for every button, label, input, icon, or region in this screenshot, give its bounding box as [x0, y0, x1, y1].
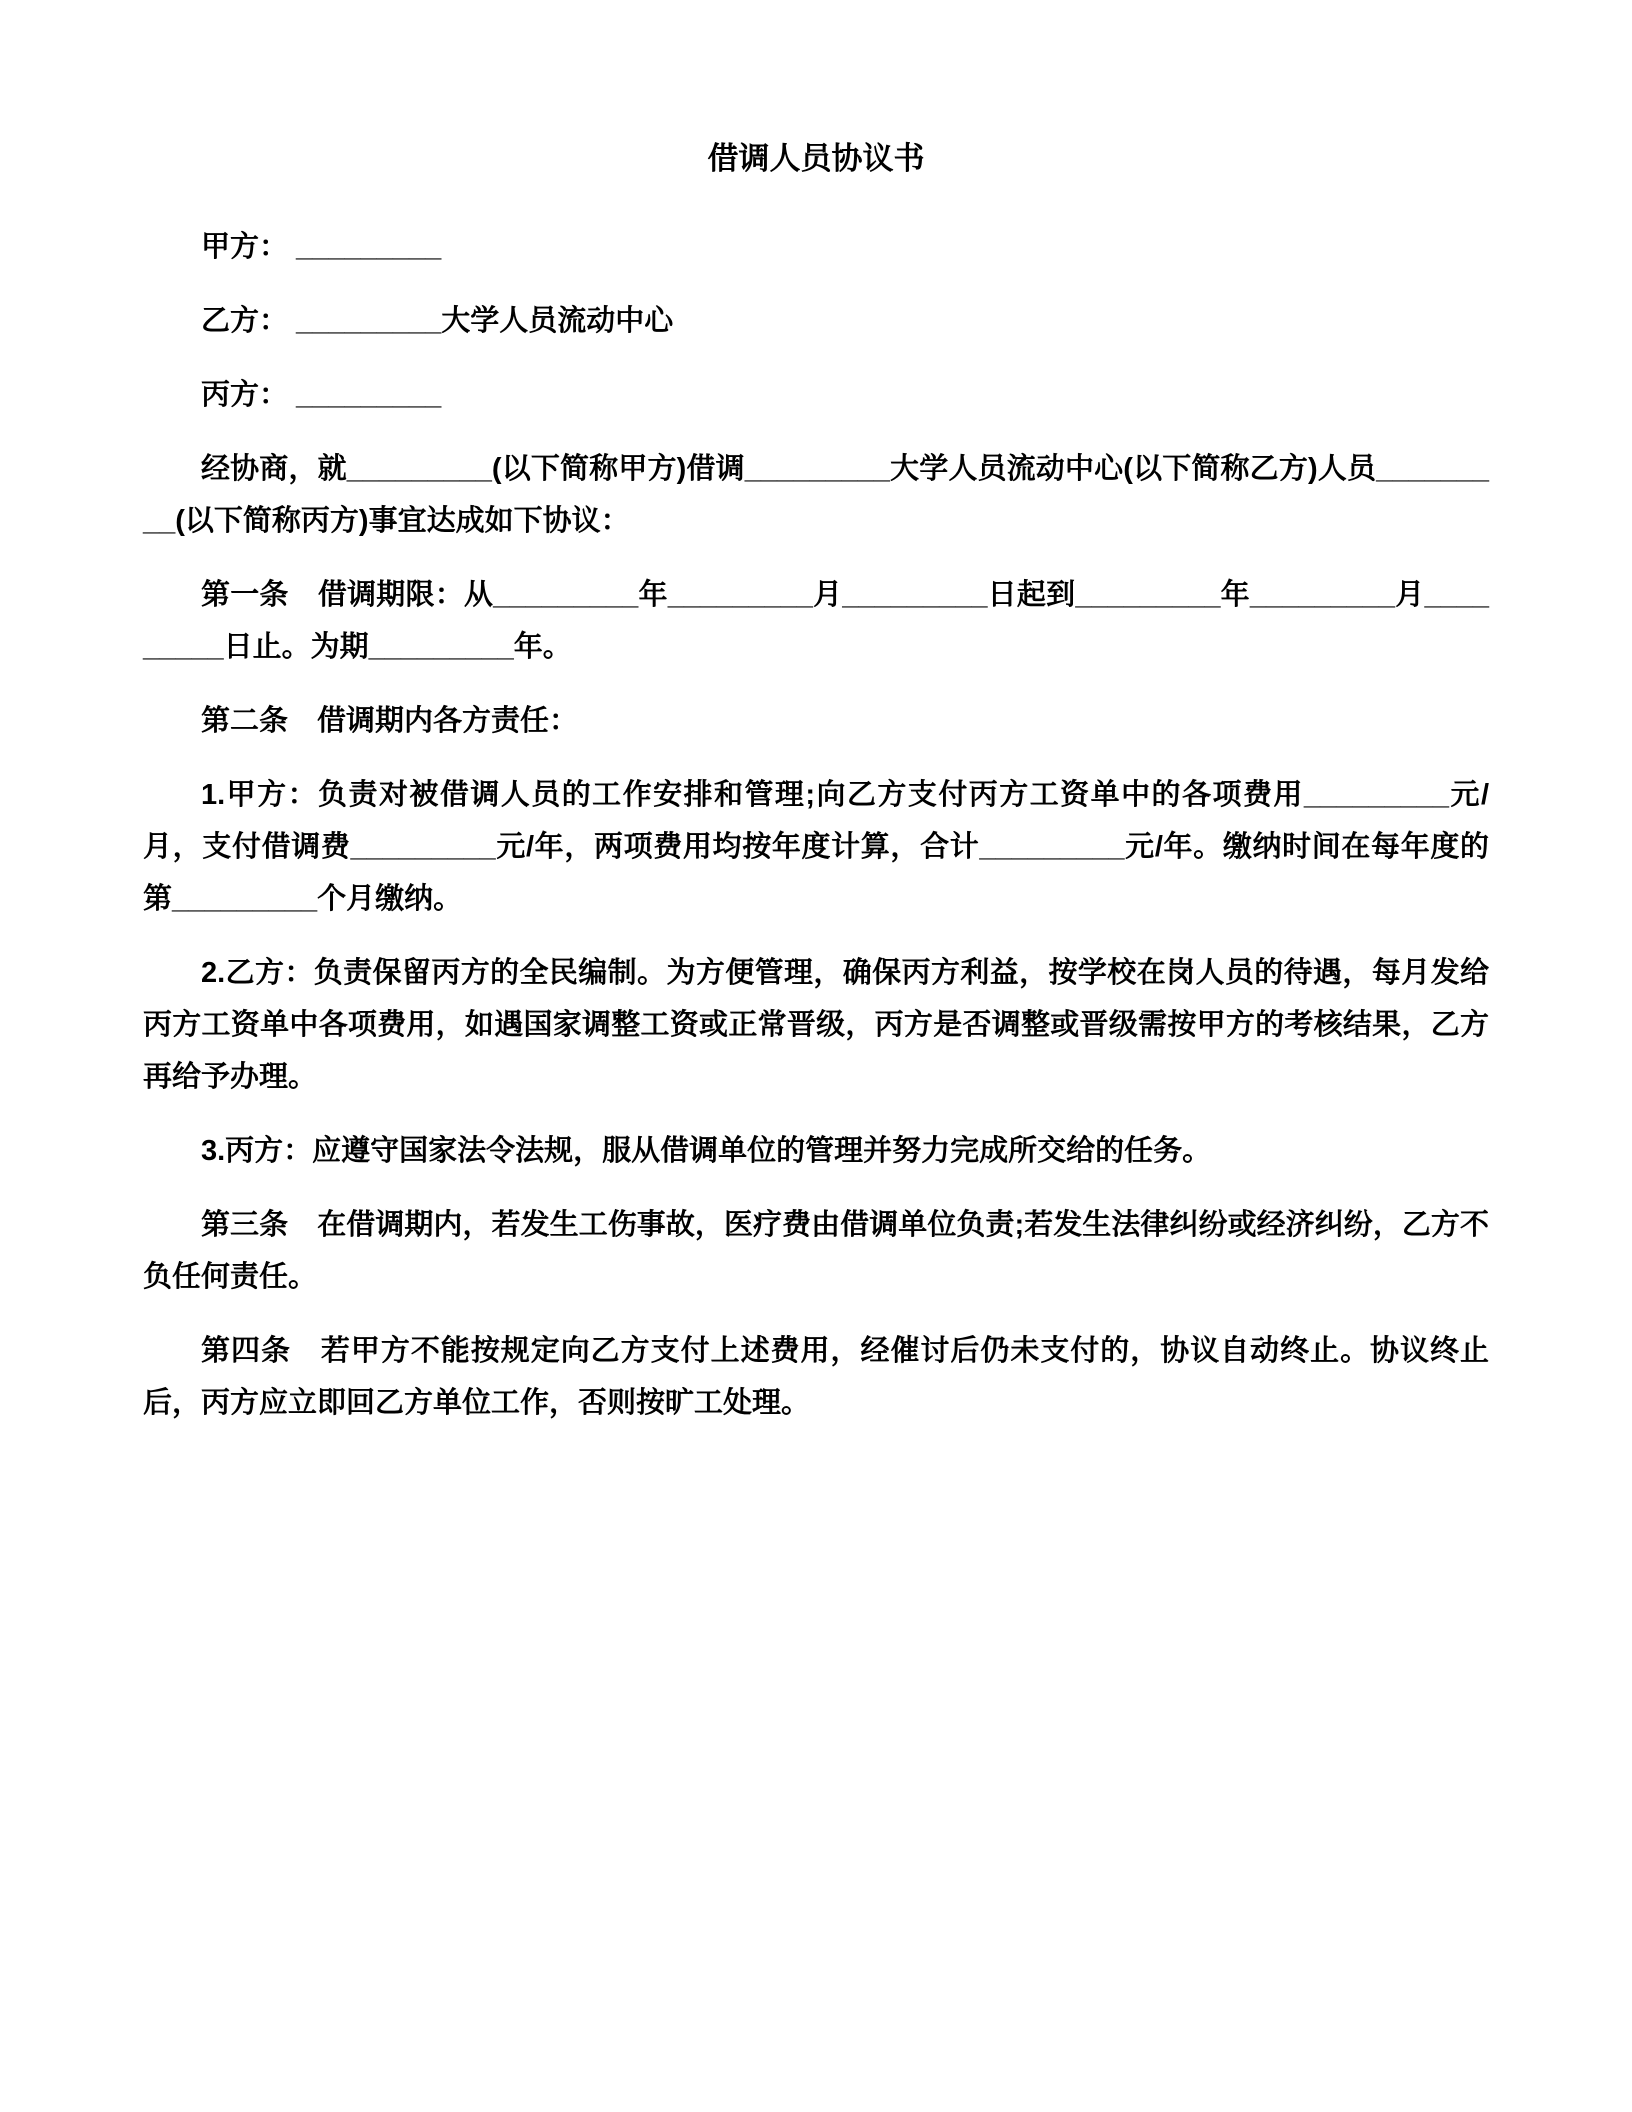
paragraph-clause-1-jia: 1.甲方：负责对被借调人员的工作安排和管理;向乙方支付丙方工资单中的各项费用_________元/月，支付借调费_________元/年，两项费用均按年度计算，合计_________元/年。缴纳时间在每年度的第_________个月缴纳。	[143, 779, 1489, 916]
paragraph-clause-3-bing: 3.丙方：应遵守国家法令法规，服从借调单位的管理并努力完成所交给的任务。	[201, 1135, 1212, 1168]
paragraph-preamble: 经协商，就_________(以下简称甲方)借调_________大学人员流动中心(以下简称乙方)人员_________(以下简称丙方)事宜达成如下协议：	[143, 453, 1489, 538]
paragraph-party-jia: 甲方： _________	[201, 231, 442, 264]
paragraph-party-bing: 丙方： _________	[201, 379, 442, 412]
paragraph-article-4: 第四条 若甲方不能按规定向乙方支付上述费用，经催讨后仍未支付的，协议自动终止。协议终止后，丙方应立即回乙方单位工作，否则按旷工处理。	[143, 1335, 1489, 1420]
paragraph-party-yi: 乙方： _________大学人员流动中心	[201, 305, 674, 338]
paragraph-article-1: 第一条 借调期限：从_________年_________月_________日起到_________年_________月_________日止。为期_________年。	[143, 579, 1489, 664]
paragraph-article-2-heading: 第二条 借调期内各方责任：	[201, 705, 579, 738]
paragraph-clause-2-yi: 2.乙方：负责保留丙方的全民编制。为方便管理，确保丙方利益，按学校在岗人员的待遇，每月发给丙方工资单中各项费用，如遇国家调整工资或正常晋级，丙方是否调整或晋级需按甲方的考核结果，乙方再给予办理。	[143, 957, 1489, 1094]
paragraph-article-3: 第三条 在借调期内，若发生工伤事故，医疗费由借调单位负责;若发生法律纠纷或经济纠纷，乙方不负任何责任。	[143, 1209, 1489, 1294]
document-title: 借调人员协议书	[707, 141, 925, 176]
